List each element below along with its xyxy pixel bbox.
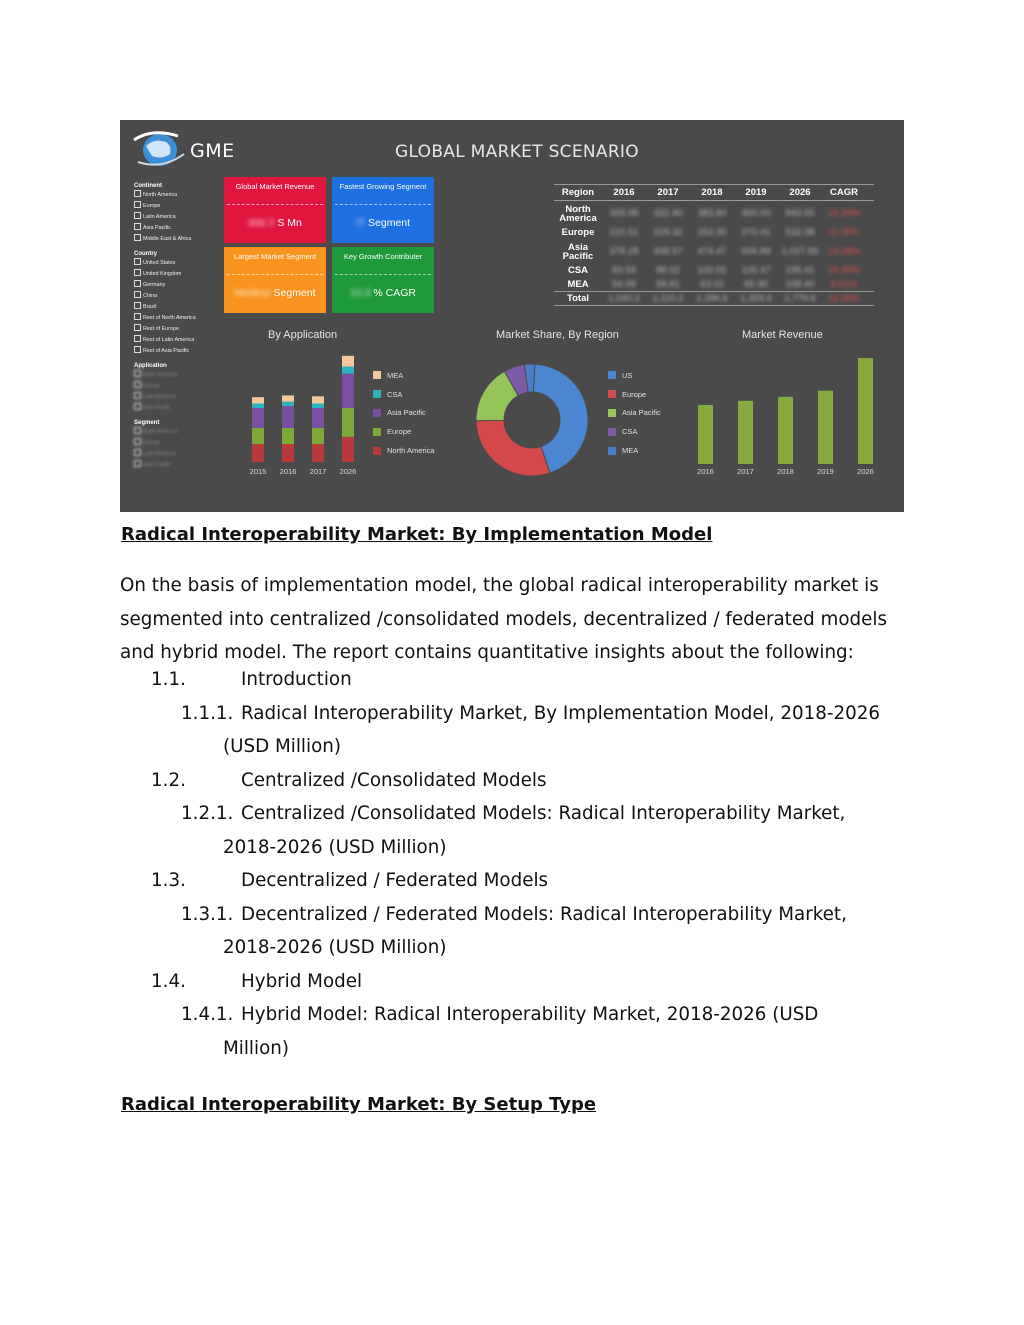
kpi-title: Global Market Revenue [227,177,323,205]
kpi-value-suffix: S Mn [274,217,302,229]
x-tick-label: 2017 [309,467,327,476]
value-cell: 12.34% [827,208,861,219]
list-item-text: Radical Interoperability Market, By Implementation Model, 2018-2026 [241,702,880,724]
value-cell: 13.08% [827,246,861,258]
list-item-number: 1.1.1. [181,702,234,724]
by-application-chart [244,352,364,482]
value-cell: 2,779.6 [784,293,816,305]
region-cell: Europe [561,227,595,239]
x-tick-label: 2026 [339,467,357,476]
kpi-value-suffix: Segment [270,287,316,299]
bar-segment [252,444,264,462]
intro-paragraph: On the basis of implementation model, the global radical interoperability market is segmented into centralized /consolidated models, decentralized / federated models and hybrid model. The report contains quantitative insights about the following: [120,575,887,663]
bar-segment [252,408,264,428]
kpi-value-suffix: Segment [365,217,411,229]
list-item-number: 1.2. [151,769,186,791]
list-item-text: Hybrid Model: Radical Interoperability Market, 2018-2026 (USD [241,1004,819,1025]
value-cell: 309.95 [609,208,639,219]
x-tick-label: 2017 [737,467,754,476]
filter-checkbox[interactable]: China [134,291,226,302]
x-tick-label: 2016 [697,467,714,476]
legend-label: Europe [622,389,647,399]
legend-label: MEA [387,370,404,380]
list-item-number: 1.3. [151,870,186,891]
value-cell: 400.00 [741,208,771,219]
legend-swatch [608,447,616,455]
legend-label: Asia Pacific [622,408,661,418]
value-cell: 12.06% [827,293,861,305]
legend-swatch [608,409,616,417]
region-cell: MEA [567,278,589,290]
table-row [554,278,874,291]
filter-checkbox[interactable]: Rest of Asia Pacific [134,346,226,357]
revenue-bar [698,405,713,464]
filter-checkbox[interactable]: Middle East & Africa [134,234,226,245]
bar-segment [312,444,324,462]
x-tick-label: 2015 [249,467,267,476]
filter-checkbox[interactable]: Latin America [134,449,226,460]
x-tick-label: 2018 [777,467,794,476]
value-cell: 1,286.6 [696,293,728,305]
region-table [554,184,874,306]
bar-segment [342,408,354,437]
value-cell: 63.02 [700,278,724,290]
legend-swatch [373,371,381,379]
table-header-cell: 2018 [701,187,723,198]
value-cell: 1,040.2 [608,293,640,305]
filter-checkbox[interactable]: Asia Pacific [134,223,226,234]
market-share-donut-chart [472,360,592,480]
legend-swatch [608,371,616,379]
list-item-number: 1.4.1. [181,1004,234,1025]
bar-segment [312,404,324,409]
legend-label: CSA [622,427,638,437]
legend-item [373,385,435,404]
table-row [554,291,874,306]
value-cell: 88.02 [656,265,680,277]
value-cell: 10.39% [827,265,861,277]
legend-item [608,422,661,441]
section-heading-implementation-model: Radical Interoperability Market: By Implementation Model [121,524,713,545]
list-item-continuation: 2018-2026 (USD Million) [223,937,447,958]
legend-label: CSA [387,389,403,399]
list-item-text: Centralized /Consolidated Models: Radical Interoperability Market, [241,803,846,824]
bar-segment [342,437,354,462]
legend-swatch [373,428,381,436]
value-cell: 843.55 [785,208,815,219]
value-cell: 210.51 [609,227,639,239]
filter-checkbox[interactable]: Latin America [134,212,226,223]
value-cell: 105.47 [741,265,771,277]
bar-segment [282,444,294,462]
table-row [554,239,874,264]
revenue-bar [778,397,793,464]
region-cell: North America [559,203,597,224]
filter-checkbox[interactable]: North America [134,427,226,438]
filter-checkbox[interactable]: United Kingdom [134,269,226,280]
list-item-text: Decentralized / Federated Models [241,870,549,891]
legend-label: MEA [622,446,639,456]
region-cell: Total [567,293,589,305]
legend-label: Asia Pacific [387,408,426,418]
value-cell: 253.30 [697,227,727,239]
region-cell: CSA [567,265,589,277]
bar-segment [252,428,264,444]
value-cell: 83.59 [612,265,636,277]
legend-item [608,441,661,460]
filter-checkbox[interactable]: Europe [134,201,226,212]
legend-item [373,404,435,423]
legend-item [373,441,435,460]
market-revenue-title: Market Revenue [742,329,823,341]
table-header-cell: CAGR [830,187,858,198]
dashboard-title: GLOBAL MARKET SCENARIO [395,142,639,162]
value-cell: 229.32 [653,227,683,239]
table-row [554,264,874,277]
filter-checkbox[interactable]: Germany [134,280,226,291]
value-cell: 58.81 [656,278,680,290]
value-cell: 378.28 [609,246,639,258]
legend-swatch [608,428,616,436]
list-item-text: Centralized /Consolidated Models [241,769,547,791]
kpi-title: Key Growth Contributer [335,247,431,275]
kpi-value-number: IT [355,217,366,229]
kpi-title: Largest Market Segment [227,247,323,275]
bar-segment [342,367,354,374]
bar-segment [312,396,324,403]
section-heading-setup-type: Radical Interoperability Market: By Setup Type [121,1094,597,1115]
kpi-value-number: 996.2 [248,217,275,229]
filter-checkbox[interactable]: North America [134,370,226,381]
x-tick-label: 2016 [279,467,297,476]
bar-segment [342,356,354,367]
list-item-number: 1.2.1. [181,803,234,824]
filter-sidebar [134,177,226,471]
value-cell: 1,110.2 [652,293,684,305]
legend-item [608,385,661,404]
value-cell: 408.57 [653,246,683,258]
legend-label: North America [387,446,435,456]
bar-segment [252,397,264,403]
kpi-value-number: 10.3 [350,287,371,299]
region-cell: Asia Pacific [562,241,594,262]
bar-segment [282,406,294,428]
legend-label: US [622,370,633,380]
value-cell: 1,359.4 [740,293,772,305]
value-cell: 54.09 [612,278,636,290]
list-item-number: 1.1. [151,669,186,690]
kpi-value [332,205,434,229]
filter-checkbox[interactable]: Rest of North America [134,313,226,324]
list-item-text: Introduction [241,669,352,690]
value-cell: 474.47 [697,246,727,258]
list-item-continuation: Million) [223,1037,289,1059]
value-cell: 532.08 [785,227,815,239]
bar-segment [282,395,294,401]
table-header-row [554,184,874,201]
table-header-cell: 2016 [613,187,635,198]
filter-checkbox[interactable]: Europe [134,381,226,392]
value-cell: 100.55 [697,265,727,277]
revenue-bar [818,391,833,464]
legend-item [373,366,435,385]
market-share-title: Market Share, By Region [496,329,619,341]
bar-segment [282,402,294,407]
value-cell: 270.41 [741,227,771,239]
filter-group-title: Country [134,251,157,257]
market-revenue-chart [686,352,886,482]
table-row [554,201,874,226]
filter-checkbox[interactable]: North America [134,190,226,201]
by-application-legend [373,366,435,460]
legend-item [608,404,661,423]
value-cell: 11.08% [828,227,860,239]
filter-checkbox[interactable]: United States [134,258,226,269]
kpi-value-suffix: % CAGR [370,287,416,299]
filter-group-title: Segment [134,420,160,426]
value-cell: 332.40 [653,208,683,219]
bar-segment [282,428,294,444]
legend-swatch [373,447,381,455]
kpi-value-number: Medical [234,287,271,299]
kpi-value [224,275,326,299]
value-cell: 108.40 [785,278,815,290]
legend-item [373,422,435,441]
kpi-value [224,205,326,229]
kpi-title: Fastest Growing Segment [335,177,431,205]
bar-segment [342,374,354,408]
kpi-box [224,177,326,243]
filter-checkbox[interactable]: Rest of Europe [134,324,226,335]
market-dashboard-image [120,120,904,512]
by-application-title: By Application [268,329,338,341]
list-item-continuation: (USD Million) [223,736,341,757]
x-tick-label: 2019 [817,467,834,476]
list-item-text: Hybrid Model [241,970,363,992]
legend-swatch [373,409,381,417]
legend-swatch [608,390,616,398]
table-row [554,226,874,239]
kpi-value [332,275,434,299]
filter-group-title: Continent [134,183,162,189]
table-header-cell: 2026 [789,187,811,198]
list-item-number: 1.3.1. [181,903,234,925]
list-item-number: 1.4. [151,970,186,992]
value-cell: 383.80 [697,208,727,219]
x-tick-label: 2026 [857,467,874,476]
filter-checkbox[interactable]: Asia Pacific [134,460,226,471]
legend-swatch [373,390,381,398]
value-cell: 65.90 [744,278,768,290]
filter-checkbox[interactable]: Rest of Latin America [134,335,226,346]
kpi-box [224,247,326,313]
revenue-bar [858,358,873,464]
kpi-box [332,247,434,313]
bar-segment [252,404,264,409]
value-cell: 506.89 [741,246,771,258]
value-cell: 1,027.55 [781,246,819,258]
legend-label: Europe [387,427,412,437]
market-share-legend [608,366,661,460]
filter-group-title: Application [134,363,167,369]
filter-checkbox[interactable]: Brazil [134,302,226,313]
logo-text: GME [190,140,235,162]
list-item-continuation: 2018-2026 (USD Million) [223,836,447,858]
list-item-text: Decentralized / Federated Models: Radical Interoperability Market, [241,903,847,925]
kpi-box [332,177,434,243]
table-header-cell: 2017 [657,187,679,198]
table-header-cell: 2019 [745,187,767,198]
filter-checkbox[interactable]: Asia Pacific [134,403,226,414]
revenue-bar [738,401,753,464]
bar-segment [312,428,324,444]
legend-item [608,366,661,385]
filter-checkbox[interactable]: Latin America [134,392,226,403]
filter-checkbox[interactable]: Europe [134,438,226,449]
value-cell: 195.41 [785,265,815,277]
bar-segment [312,408,324,428]
table-header-cell: Region [561,187,595,198]
donut-slice [476,420,550,476]
value-cell: 8.41% [830,278,858,290]
